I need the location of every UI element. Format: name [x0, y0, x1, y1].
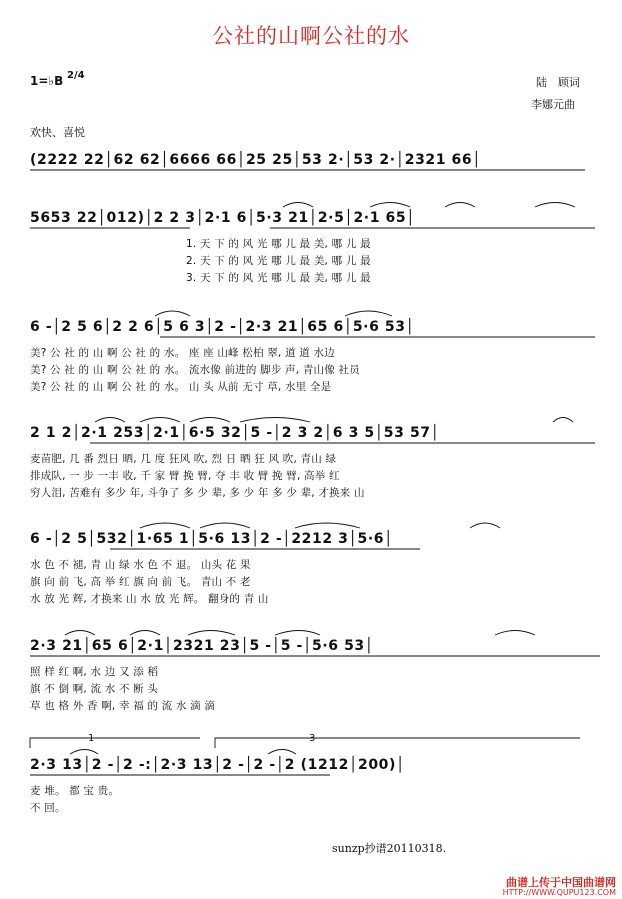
page-title: 公社的山啊公社的水 — [212, 24, 410, 48]
lyric-verse-1: 麦 堆。 都 宝 贵。 — [30, 785, 120, 797]
key-signature: 1=♭B — [30, 74, 64, 88]
lyric-verse-2: 旗 向 前 飞, 高 举 红 旗 向 前 飞。 青山 不 老 — [30, 576, 251, 588]
volta-ending-2: 3 — [309, 733, 316, 744]
lyric-verse-1: 美? 公 社 的 山 啊 公 社 的 水。 座 座 山峰 松柏 翠, 道 道 水边 — [30, 347, 335, 359]
score-line-4: 2 1 2│2·1 253│2·1│6·5 32│5 -│2 3 2│6 3 5│53 57│ — [30, 425, 440, 441]
score-line-6: 2·3 21│65 6│2·1│2321 23│5 -│5 -│5·6 53│ — [30, 638, 374, 654]
time-signature: 2/4 — [67, 70, 85, 81]
volta-ending-1: 1 — [88, 733, 95, 744]
score-line-3: 6 -│2 5 6│2 2 6│5 6 3│2 -│2·3 21│65 6│5·6 53│ — [30, 319, 415, 335]
lyric-verse-3: 美? 公 社 的 山 啊 公 社 的 水。 山 头 从前 无寸 草, 水里 全是 — [30, 381, 332, 393]
lyric-verse-1: 照 样 红 啊, 水 边 又 添 稻 — [30, 666, 159, 678]
lyric-verse-1: 水 色 不 褪, 青 山 绿 水 色 不 退。 山头 花 果 — [30, 559, 251, 571]
transcriber-credit: sunzp抄谱20110318. — [332, 842, 447, 855]
lyric-verse-1: 1. 天 下 的 风 光 哪 儿 最 美, 哪 儿 最 — [186, 238, 371, 250]
lyric-verse-2: 美? 公 社 的 山 啊 公 社 的 水。 流水像 前进的 脚步 声, 青山像 社员 — [30, 364, 360, 376]
note-beams — [30, 170, 600, 775]
lyric-verse-3: 穷人泪, 苦难有 多少 年, 斗争了 多 少 辈, 多 少 年 多 少 辈, 才换来 山 — [30, 487, 365, 499]
footer-site-url[interactable]: HTTP://WWW.QUPU123.COM — [502, 888, 616, 897]
lyric-verse-3: 草 也 格 外 香 啊, 幸 福 的 流 水 滴 滴 — [30, 700, 216, 712]
volta-brackets — [30, 738, 580, 748]
score-line-7: 2·3 13│2 -│2 -:│2·3 13│2 -│2 -│2 (1212│200)│ — [30, 757, 406, 773]
lyric-verse-1: 麦苗肥, 几 番 烈日 晒, 几 度 狂风 吹, 烈 日 晒 狂 风 吹, 青山 绿 — [30, 453, 337, 465]
tempo-marking: 欢快、喜悦 — [30, 126, 85, 139]
lyric-verse-3: 3. 天 下 的 风 光 哪 儿 最 美, 哪 儿 最 — [186, 272, 371, 284]
slur-marks — [65, 203, 575, 755]
score-line-1: (2222 22│62 62│6666 66│25 25│53 2·│53 2·│2321 66│ — [30, 152, 482, 168]
lyric-verse-2: 排成队, 一 步 一丰 收, 千 家 臂 挽 臂, 夺 丰 收 臂 挽 臂, 高举 红 — [30, 470, 340, 482]
score-line-5: 6 -│2 5│532│1·65 1│5·6 13│2 -│2212 3│5·6│ — [30, 531, 394, 547]
lyric-verse-2: 不 回。 — [30, 802, 66, 814]
composer: 李娜元曲 — [531, 98, 575, 111]
lyric-verse-2: 旗 不 倒 啊, 流 水 不 断 头 — [30, 683, 159, 695]
lyricist: 陆 顾词 — [536, 76, 580, 89]
lyric-verse-3: 水 放 光 辉, 才换来 山 水 放 光 辉。 翻身的 青 山 — [30, 593, 269, 605]
lyric-verse-2: 2. 天 下 的 风 光 哪 儿 最 美, 哪 儿 最 — [186, 255, 371, 267]
score-line-2: 5653 22│012)│2 2 3│2·1 6│5·3 21│2·5│2·1 65│ — [30, 210, 416, 226]
footer-site-name: 曲谱上传于中国曲谱网 — [506, 876, 616, 889]
